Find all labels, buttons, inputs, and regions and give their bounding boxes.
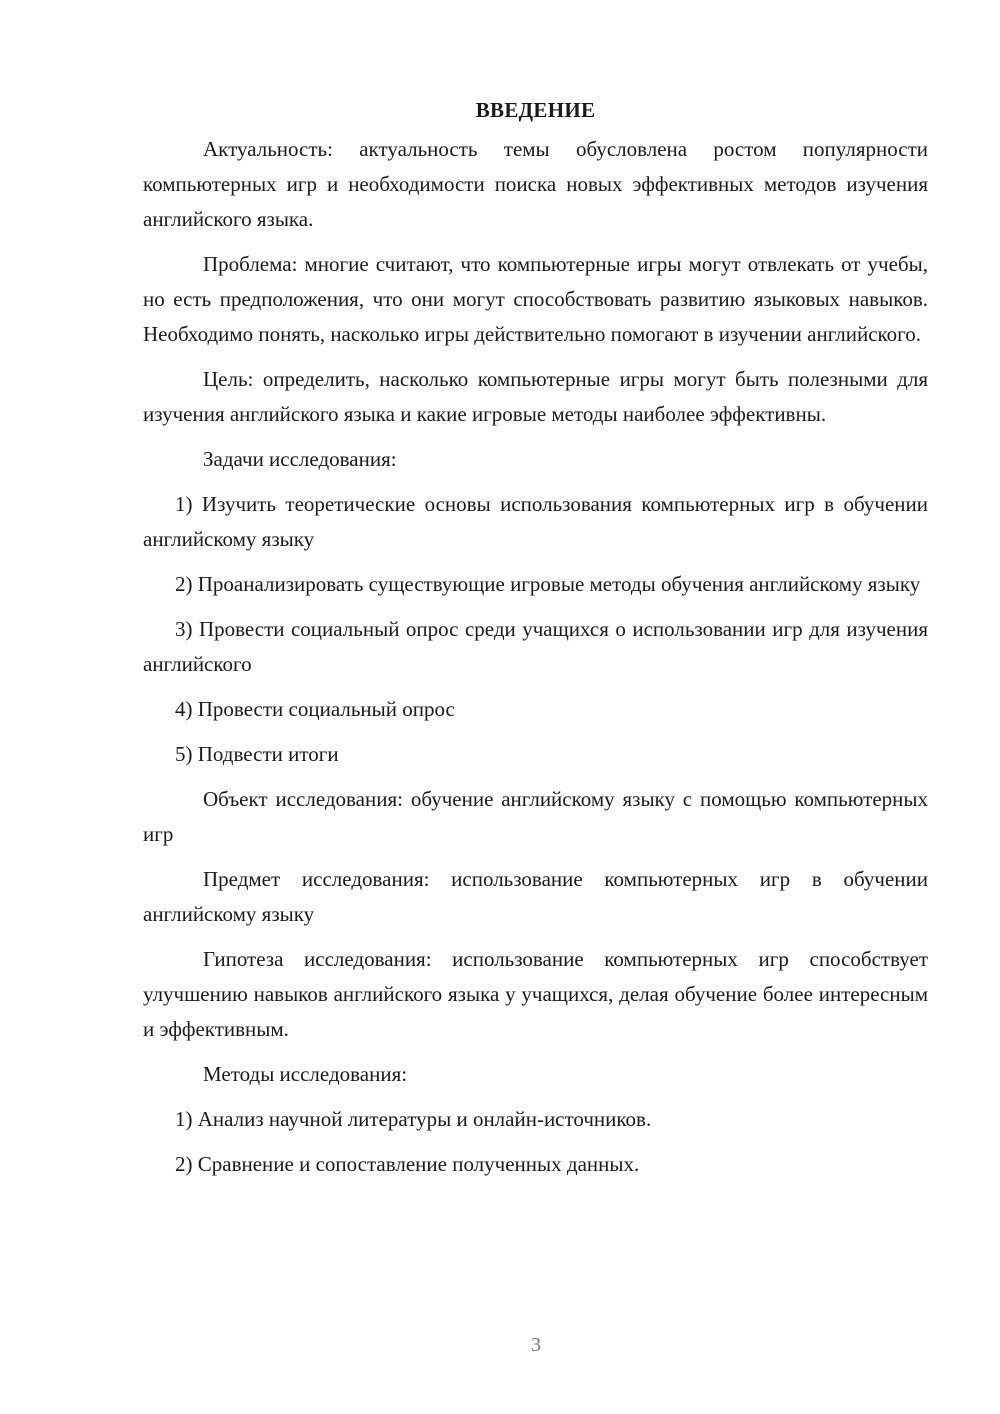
task-item-1: 1) Изучить теоретические основы использования компьютерных игр в обучении английскому языку (143, 492, 928, 551)
page-number: 3 (531, 1334, 541, 1356)
relevance-paragraph: Актуальность: актуальность темы обусловлена ростом популярности компьютерных игр и необходимости поиска новых эффективных методов изучения английского языка. (143, 137, 928, 231)
goal-paragraph: Цель: определить, насколько компьютерные игры могут быть полезными для изучения английского языка и какие игровые методы наиболее эффективны. (143, 367, 928, 426)
method-item-2: 2) Сравнение и сопоставление полученных данных. (175, 1152, 640, 1176)
problem-paragraph: Проблема: многие считают, что компьютерные игры могут отвлекать от учебы, но есть предположения, что они могут способствовать развитию языковых навыков. Необходимо понять, насколько игры действительно помогают в изучении английского. (143, 252, 928, 346)
subject-paragraph: Предмет исследования: использование компьютерных игр в обучении английскому языку (143, 867, 928, 926)
hypothesis-paragraph: Гипотеза исследования: использование компьютерных игр способствует улучшению навыков английского языка у учащихся, делая обучение более интересным и эффективным. (143, 947, 928, 1041)
task-item-4: 4) Провести социальный опрос (175, 697, 455, 721)
section-heading: ВВЕДЕНИЕ (475, 98, 596, 122)
methods-heading: Методы исследования: (203, 1062, 408, 1086)
task-item-5: 5) Подвести итоги (175, 742, 339, 766)
task-item-2: 2) Проанализировать существующие игровые методы обучения английскому языку (175, 572, 921, 596)
document-body (143, 96, 928, 1192)
method-item-1: 1) Анализ научной литературы и онлайн-источников. (175, 1107, 652, 1131)
task-item-3: 3) Провести социальный опрос среди учащихся о использовании игр для изучения английского (143, 617, 928, 676)
object-paragraph: Объект исследования: обучение английскому языку с помощью компьютерных игр (143, 787, 928, 846)
tasks-heading: Задачи исследования: (203, 447, 397, 471)
